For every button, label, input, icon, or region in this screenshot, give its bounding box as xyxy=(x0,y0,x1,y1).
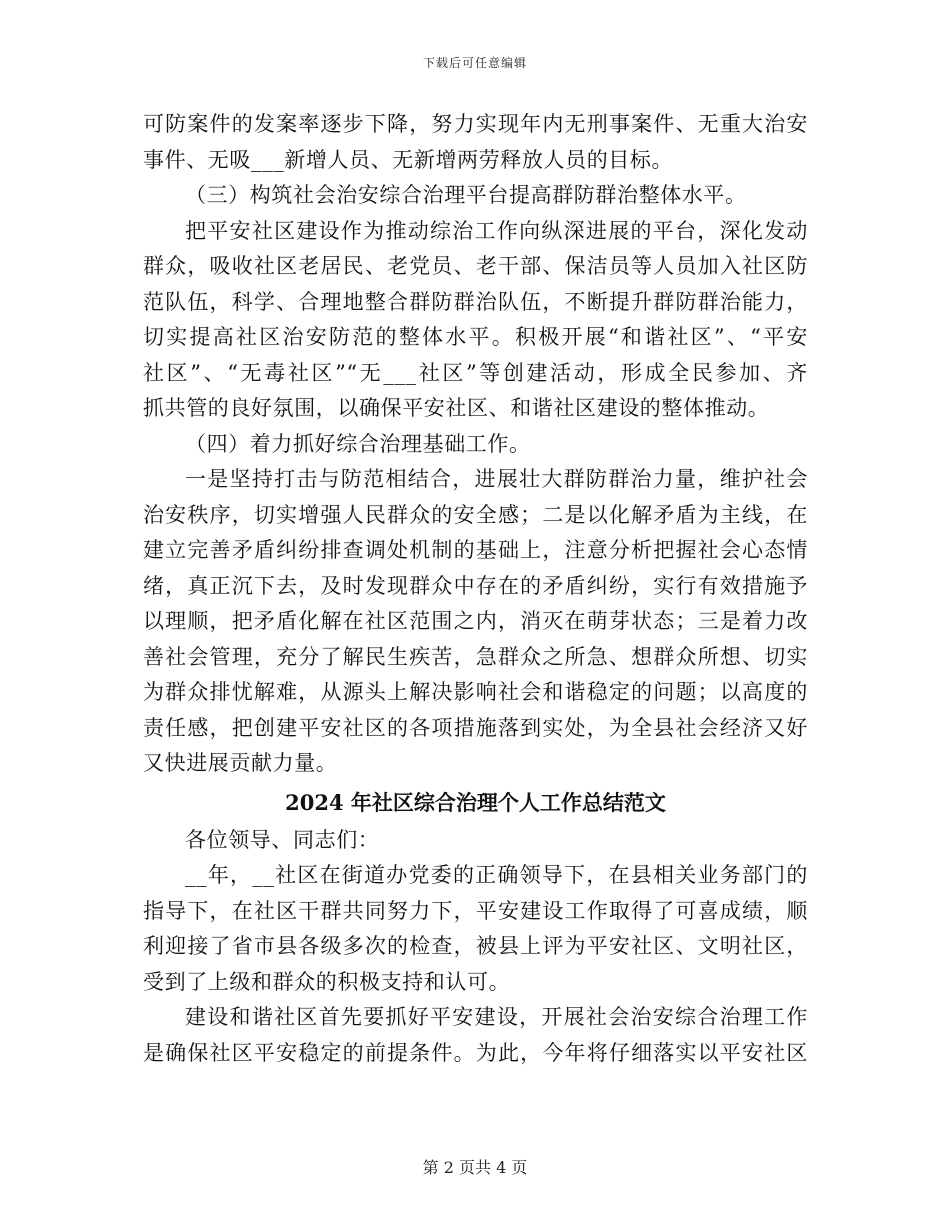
text-line: 责任感，把创建平安社区的各项措施落到实处，为全县社会经济又好 xyxy=(143,715,808,740)
text-line: 以理顺，把矛盾化解在社区范围之内，消灭在萌芽状态；三是着力改 xyxy=(143,609,808,633)
text-line: 可防案件的发案率逐步下降，努力实现年内无刑事案件、无重大治安 xyxy=(143,112,808,136)
text-line: 群众，吸收社区老居民、老党员、老干部、保洁员等人员加入社区防 xyxy=(143,254,808,278)
text-line: 绪，真正沉下去，及时发现群众中存在的矛盾纠纷，实行有效措施予 xyxy=(143,573,808,598)
section-heading-4: （四）着力抓好综合治理基础工作。 xyxy=(185,431,531,456)
text-line: 建立完善矛盾纠纷排查调处机制的基础上，注意分析把握社会心态情 xyxy=(143,538,808,562)
document-title: 2024 年社区综合治理个人工作总结范文 xyxy=(285,789,666,815)
text-line: 利迎接了省市县各级多次的检查，被县上评为平安社区、文明社区， xyxy=(143,934,808,958)
text-line: 切实提高社区治安防范的整体水平。积极开展“和谐社区”、“平安 xyxy=(143,325,808,349)
text-line: 范队伍，科学、合理地整合群防群治队伍，不断提升群防群治能力， xyxy=(143,289,808,314)
text-line: 又快进展贡献力量。 xyxy=(143,751,338,775)
text-line: 事件、无吸___新增人员、无新增两劳释放人员的目标。 xyxy=(143,147,674,172)
text-line: 把平安社区建设作为推动综治工作向纵深进展的平台，深化发动 xyxy=(185,218,808,243)
document-body xyxy=(143,107,808,1071)
text-line: 受到了上级和群众的积极支持和认可。 xyxy=(143,969,511,994)
text-line: 治安秩序，切实增强人民群众的安全感；二是以化解矛盾为主线，在 xyxy=(143,502,808,527)
page-header-note: 下载后可任意编辑 xyxy=(422,56,527,70)
text-line: 是确保社区平安稳定的前提条件。为此，今年将仔细落实以平安社区 xyxy=(143,1040,808,1065)
salutation: 各位领导、同志们： xyxy=(185,827,380,852)
text-line: 建设和谐社区首先要抓好平安建设，开展社会治安综合治理工作 xyxy=(185,1005,808,1029)
page-footer: 第 2 页共 4 页 xyxy=(422,1158,528,1177)
text-line: 社区”、“无毒社区”“无___社区”等创建活动，形成全民参加、齐 xyxy=(143,360,808,385)
section-heading-3: （三）构筑社会治安综合治理平台提高群防群治整体水平。 xyxy=(185,183,747,207)
text-line: 一是坚持打击与防范相结合，进展壮大群防群治力量，维护社会 xyxy=(185,467,808,491)
text-line: 指导下，在社区干群共同努力下，平安建设工作取得了可喜成绩，顺 xyxy=(143,898,808,923)
text-line: __年，__社区在街道办党委的正确领导下，在县相关业务部门的 xyxy=(185,863,808,887)
text-line: 善社会管理，充分了解民生疾苦，急群众之所急、想群众所想、切实 xyxy=(143,644,808,669)
text-line: 抓共管的良好氛围，以确保平安社区、和谐社区建设的整体推动。 xyxy=(143,396,770,420)
text-line: 为群众排忧解难，从源头上解决影响社会和谐稳定的问题；以高度的 xyxy=(143,680,808,704)
